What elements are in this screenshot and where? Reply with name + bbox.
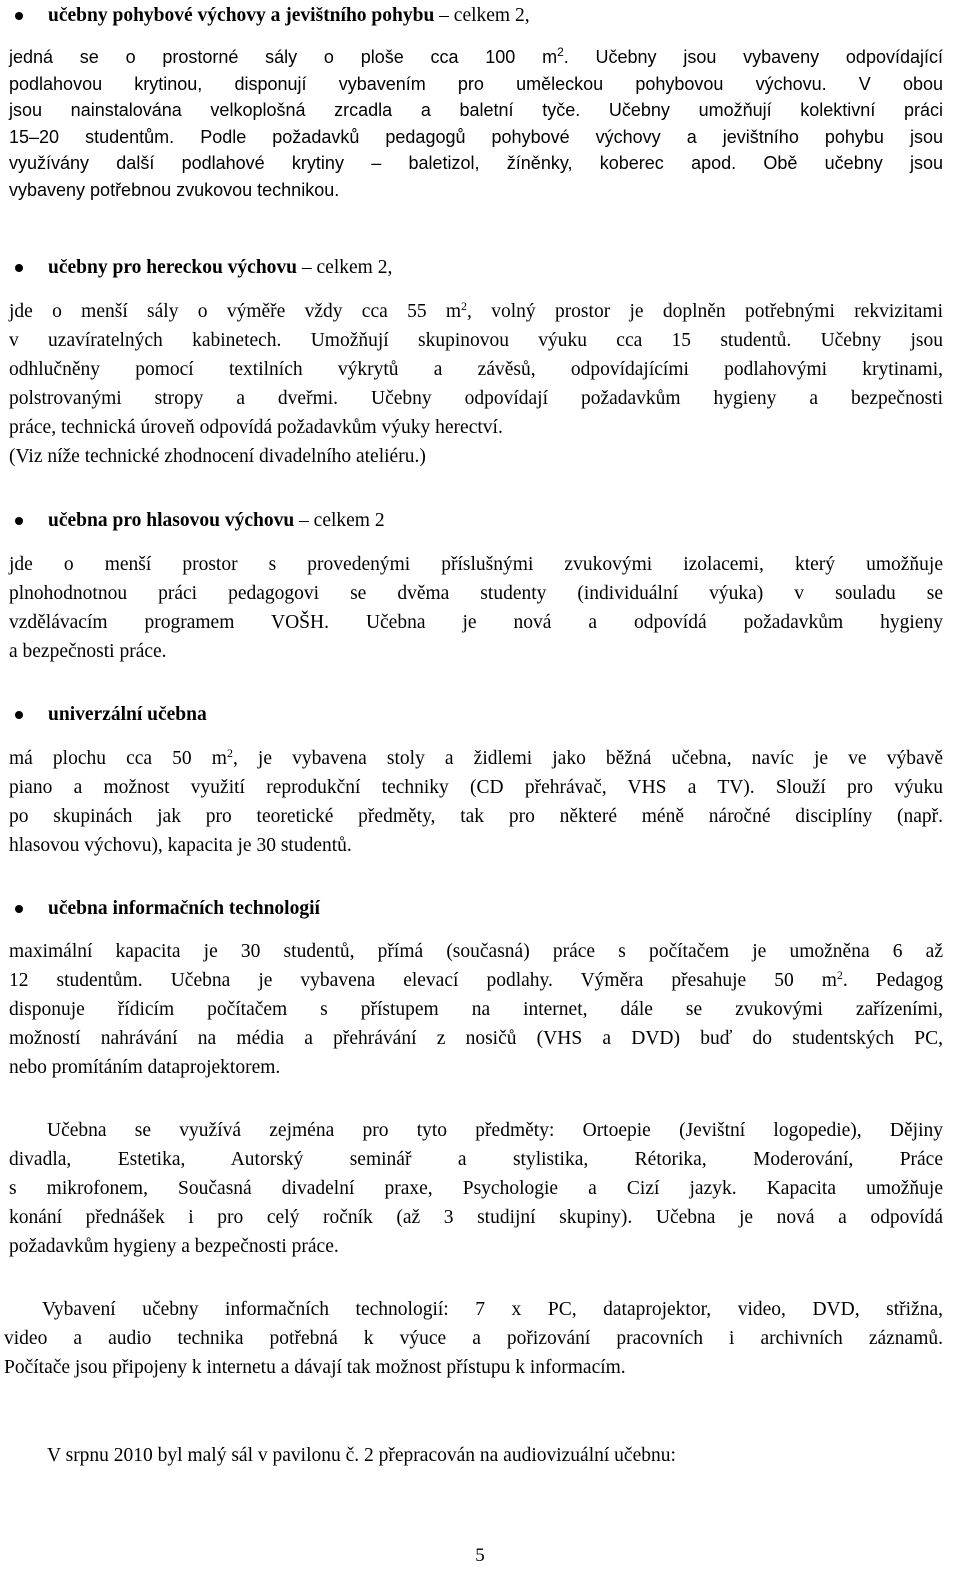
- paragraph-subjects: Učebna se využívá zejména pro tyto předměty: Ortoepie (Jevištní logopedie), Dějiny divadla, Estetika, Autorský seminář a stylistika, Rétorika, Moderování, Práce s mikrofonem, Současná divadelní praxe, Psychologie a Cizí jazyk. Kapacita umožňuje konání přednášek i pro celý ročník (až 3 studijní skupiny). Učebna je nová a odpovídá požadavkům hygieny a bezpečnosti práce.: [9, 1120, 943, 1257]
- paragraph-equipment: Vybavení učebny informačních technologií: 7 x PC, dataprojektor, video, DVD, střižna, video a audio technika potřebná k výuce a pořizování pracovních i archivních záznamů. Počítače jsou připojeny k internetu a dávají tak možnost přístupu k informacím.: [4, 1299, 943, 1378]
- section-body-acting: jde o menší sály o výměře vždy cca 55 $m^2$, volný prostor je doplněn potřebnými rekvizitami v uzavíratelných kabinetech. Umožňují skupinovou výuku cca 15 studentů. Učebny jsou odhlučněny pomocí textilních výkrytů a závěsů, odpovídajícími podlahovými krytinami, polstrovanými stropy a dveřmi. Učebny odpovídají požadavkům hygieny a bezpečnosti práce, technická úroveň odpovídá požadavkům výuky herectví. (Viz níže technické zhodnocení divadelního ateliéru.): [9, 299, 943, 467]
- section-body-movement: jedná se o prostorné sály o ploše cca 100 $m^2$. Učebny jsou vybaveny odpovídající podlahovou krytinou, disponují vybavením pro uměleckou pohybovou výchovu. V obou jsou nainstalována velkoplošná zrcadla a baletní tyče. Učebny umožňují kolektivní práci 15–20 studentům. Podle požadavků pedagogů pohybové výchovy a jevištního pohybu jsou využívány další podlahové krytiny – baletizol, žíněnky, koberec apod. Obě učebny jsou vybaveny potřebnou zvukovou technikou.: [9, 45, 943, 200]
- paragraph-audiovisual: V srpnu 2010 byl malý sál v pavilonu č. 2 přepracován na audiovizuální učebnu:: [47, 1445, 676, 1466]
- bullet-icon: [15, 264, 23, 272]
- section-heading-universal: univerzální učebna: [48, 702, 207, 728]
- section-heading-acting: učebny pro hereckou výchovu – celkem 2,: [48, 255, 392, 281]
- section-heading-movement: učebny pohybové výchovy a jevištního pohybu – celkem 2,: [48, 3, 530, 29]
- bullet-icon: [15, 12, 23, 20]
- section-heading-voice: učebna pro hlasovou výchovu – celkem 2: [48, 508, 385, 534]
- section-heading-it: učebna informačních technologií: [48, 896, 320, 922]
- bullet-icon: [15, 517, 23, 525]
- section-body-voice: jde o menší prostor s provedenými příslušnými zvukovými izolacemi, který umožňuje plnohodnotnou práci pedagogovi se dvěma studenty (individuální výuka) v souladu se vzdělávacím programem VOŠH. Učebna je nová a odpovídá požadavkům hygieny a bezpečnosti práce.: [9, 554, 943, 662]
- section-body-universal: má plochu cca 50 $m^2$, je vybavena stoly a židlemi jako běžná učebna, navíc je ve výbavě piano a možnost využití reprodukční techniky (CD přehrávač, VHS a TV). Slouží pro výuku po skupinách jak pro teoretické předměty, tak pro některé méně náročné disciplíny (např. hlasovou výchovu), kapacita je 30 studentů.: [9, 746, 943, 856]
- page-number: 5: [475, 1545, 485, 1566]
- section-body-it: maximální kapacita je 30 studentů, přímá (současná) práce s počítačem je umožněna 6 až 12 studentům. Učebna je vybavena elevací podlahy. Výměra přesahuje 50 $m^2$. Pedagog disponuje řídicím počítačem s přístupem na internet, dále se zvukovými zařízeními, možností nahrávání na média a přehrávání z nosičů (VHS a DVD) buď do studentských PC, nebo promítáním dataprojektorem.: [9, 941, 944, 1078]
- bullet-icon: [15, 711, 23, 719]
- bullet-icon: [15, 905, 23, 913]
